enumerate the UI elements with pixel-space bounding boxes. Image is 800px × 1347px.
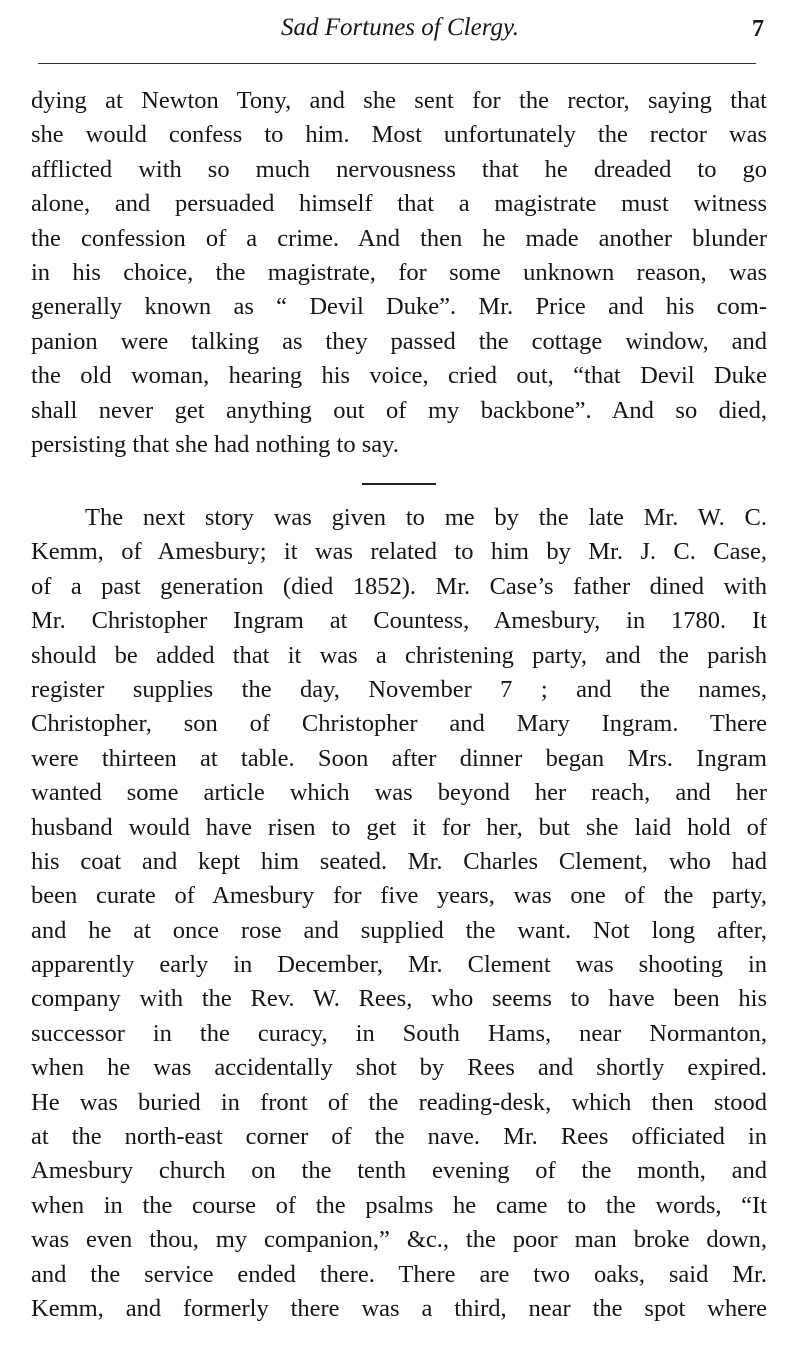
text-line: Kemm, and formerly there was a third, near the spot where — [31, 1294, 767, 1322]
text-line: at the north-east corner of the nave. Mr. Rees officiated in — [31, 1123, 767, 1151]
text-line: should be added that it was a christening party, and the parish — [31, 641, 767, 669]
text-line: the old woman, hearing his voice, cried out, “that Devil Duke — [31, 362, 767, 390]
text-line: Mr. Christopher Ingram at Countess, Amesbury, in 1780. It — [31, 607, 767, 635]
paragraph-1 — [31, 84, 767, 462]
text-line: of a past generation (died 1852). Mr. Case’s father dined with — [31, 572, 767, 600]
text-line: when in the course of the psalms he came to the words, “It — [31, 1191, 767, 1219]
text-line: alone, and persuaded himself that a magistrate must witness — [31, 190, 767, 218]
text-line: his coat and kept him seated. Mr. Charles Clement, who had — [31, 847, 767, 875]
running-header: Sad Fortunes of Clergy. — [281, 14, 519, 41]
text-line: and the service ended there. There are two oaks, said Mr. — [31, 1260, 767, 1288]
text-line: successor in the curacy, in South Hams, near Normanton, — [31, 1019, 767, 1047]
text-line: persisting that she had nothing to say. — [31, 430, 399, 458]
text-line: been curate of Amesbury for five years, was one of the party, — [31, 882, 767, 910]
text-line: the confession of a crime. And then he made another blunder — [31, 224, 767, 252]
text-line: register supplies the day, November 7 ; and the names, — [31, 675, 767, 703]
section-divider — [362, 483, 436, 485]
text-line: were thirteen at table. Soon after dinner began Mrs. Ingram — [31, 744, 767, 772]
text-line: husband would have risen to get it for her, but she laid hold of — [31, 813, 767, 841]
text-line: shall never get anything out of my backbone”. And so died, — [31, 396, 767, 424]
text-line: afflicted with so much nervousness that he dreaded to go — [31, 155, 767, 183]
text-line: was even thou, my companion,” &c., the poor man broke down, — [31, 1226, 767, 1254]
text-line: apparently early in December, Mr. Clement was shooting in — [31, 951, 767, 979]
text-line: Kemm, of Amesbury; it was related to him by Mr. J. C. Case, — [31, 538, 767, 566]
text-line: in his choice, the magistrate, for some unknown reason, was — [31, 258, 767, 286]
text-line: and he at once rose and supplied the want. Not long after, — [31, 916, 767, 944]
text-line: company with the Rev. W. Rees, who seems to have been his — [31, 985, 767, 1013]
text-line: Christopher, son of Christopher and Mary Ingram. There — [31, 710, 767, 738]
text-line: dying at Newton Tony, and she sent for the rector, saying that — [31, 87, 767, 114]
text-line: He was buried in front of the reading-desk, which then stood — [31, 1088, 767, 1116]
text-line: wanted some article which was beyond her reach, and her — [31, 779, 767, 807]
paragraph-2 — [31, 501, 767, 1326]
text-line: Amesbury church on the tenth evening of the month, and — [31, 1157, 767, 1185]
page-number: 7 — [752, 16, 764, 42]
text-line: when he was accidentally shot by Rees and shortly expired. — [31, 1054, 767, 1082]
text-line: she would confess to him. Most unfortunately the rector was — [31, 121, 767, 149]
text-line: generally known as “ Devil Duke”. Mr. Price and his com- — [31, 293, 767, 321]
text-line: panion were talking as they passed the cottage window, and — [31, 327, 767, 355]
text-line: The next story was given to me by the late Mr. W. C. — [85, 504, 767, 531]
header-rule — [38, 63, 756, 64]
